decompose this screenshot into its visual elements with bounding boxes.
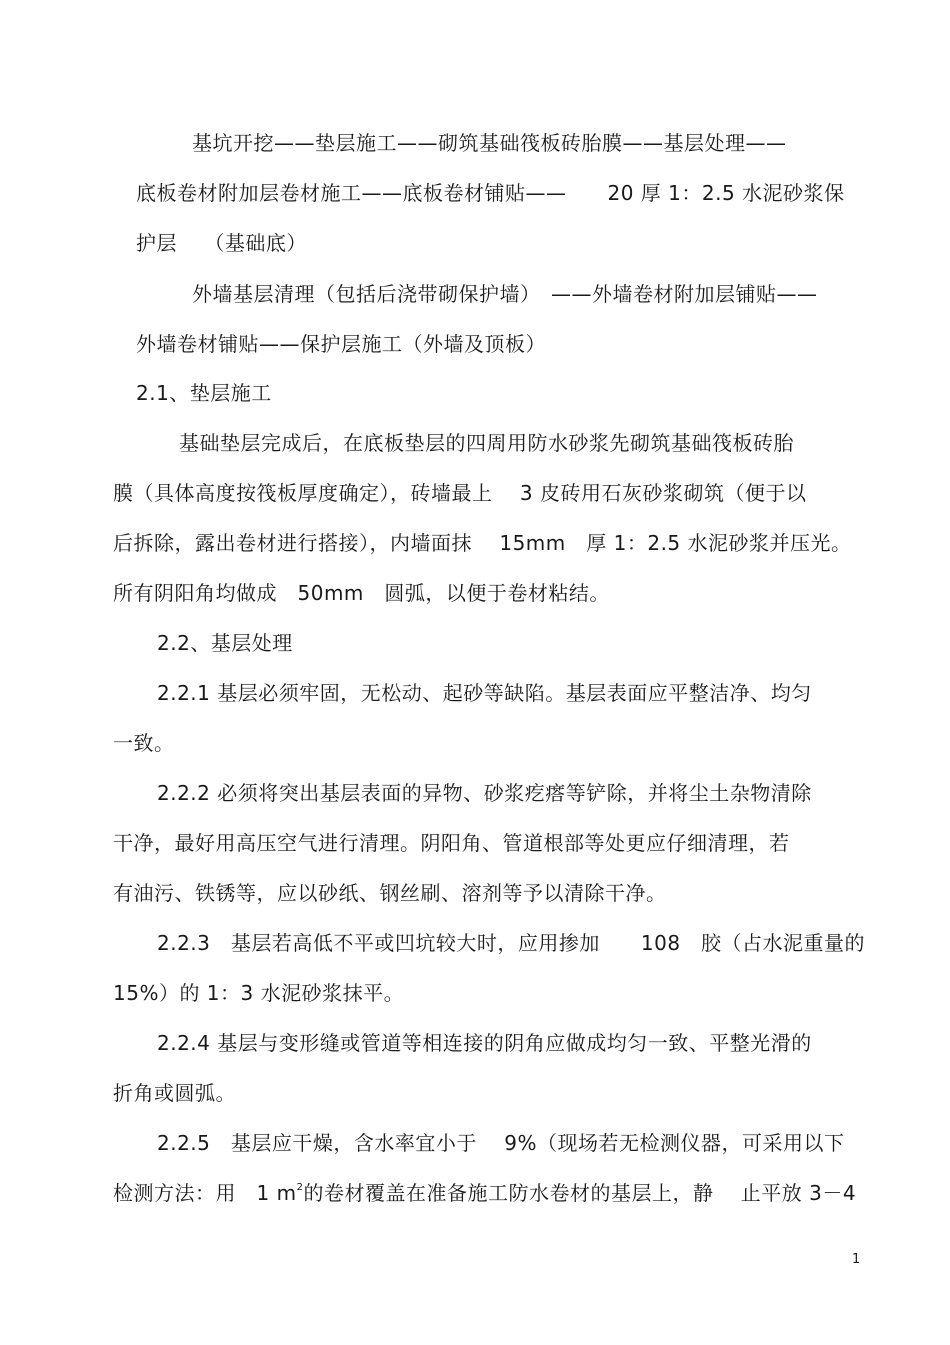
para-2-2-3-line-2: 15%）的 1：3 水泥砂浆抹平。: [113, 981, 405, 1005]
section-2-1-line-2: 膜（具体高度按筏板厚度确定），砖墙最上 3 皮砖用石灰砂浆砌筑（便于以: [113, 481, 807, 505]
para-2-2-5-line-1: 2.2.5 基层应干燥，含水率宜小于 9%（现场若无检测仪器，可采用以下: [157, 1131, 845, 1155]
flow-line-5: 外墙卷材铺贴——保护层施工（外墙及顶板）: [136, 332, 546, 356]
square-superscript: 2: [296, 1182, 304, 1193]
section-2-2-heading: 2.2、基层处理: [157, 631, 293, 655]
para-2-2-3-line-1: 2.2.3 基层若高低不平或凹坑较大时，应用掺加 108 胶（占水泥重量的: [157, 931, 866, 955]
para-2-2-2-line-2: 干净，最好用高压空气进行清理。阴阳角、管道根部等处更应仔细清理，若: [113, 831, 790, 855]
flow-line-1: 基坑开挖——垫层施工——砌筑基础筏板砖胎膜——基层处理——: [192, 131, 787, 155]
para-2-2-1-line-2: 一致。: [113, 731, 175, 755]
flow-line-2: 底板卷材附加层卷材施工——底板卷材铺贴—— 20 厚 1：2.5 水泥砂浆保: [136, 181, 845, 205]
page-number: 1: [852, 1252, 861, 1267]
para-2-2-2-line-3: 有油污、铁锈等，应以砂纸、钢丝刷、溶剂等予以清除干净。: [113, 881, 667, 905]
para-2-2-2-line-1: 2.2.2 必须将突出基层表面的异物、砂浆疙瘩等铲除，并将尘土杂物清除: [157, 781, 812, 805]
para-2-2-5-line-2-end: 的卷材覆盖在准备施工防水卷材的基层上，静 止平放 3－4: [303, 1181, 857, 1205]
para-2-2-5-line-2: [113, 1179, 856, 1207]
para-2-2-4-line-2: 折角或圆弧。: [113, 1081, 236, 1105]
para-2-2-5-line-2-start: 检测方法：用 1 m: [113, 1181, 297, 1205]
flow-line-3: 护层 （基础底）: [136, 231, 307, 255]
section-2-1-heading: 2.1、垫层施工: [136, 381, 272, 405]
section-2-1-line-3: 后拆除，露出卷材进行搭接），内墙面抹 15mm 厚 1：2.5 水泥砂浆并压光。: [113, 531, 852, 555]
section-2-1-line-1: 基础垫层完成后，在底板垫层的四周用防水砂浆先砌筑基础筏板砖胎: [179, 431, 794, 455]
flow-line-4: 外墙基层清理（包括后浇带砌保护墙） ——外墙卷材附加层铺贴——: [192, 282, 818, 306]
section-2-1-line-4: 所有阴阳角均做成 50mm 圆弧，以便于卷材粘结。: [113, 581, 610, 605]
para-2-2-4-line-1: 2.2.4 基层与变形缝或管道等相连接的阴角应做成均匀一致、平整光滑的: [157, 1031, 812, 1055]
para-2-2-1-line-1: 2.2.1 基层必须牢固，无松动、起砂等缺陷。基层表面应平整洁净、均匀: [157, 681, 812, 705]
